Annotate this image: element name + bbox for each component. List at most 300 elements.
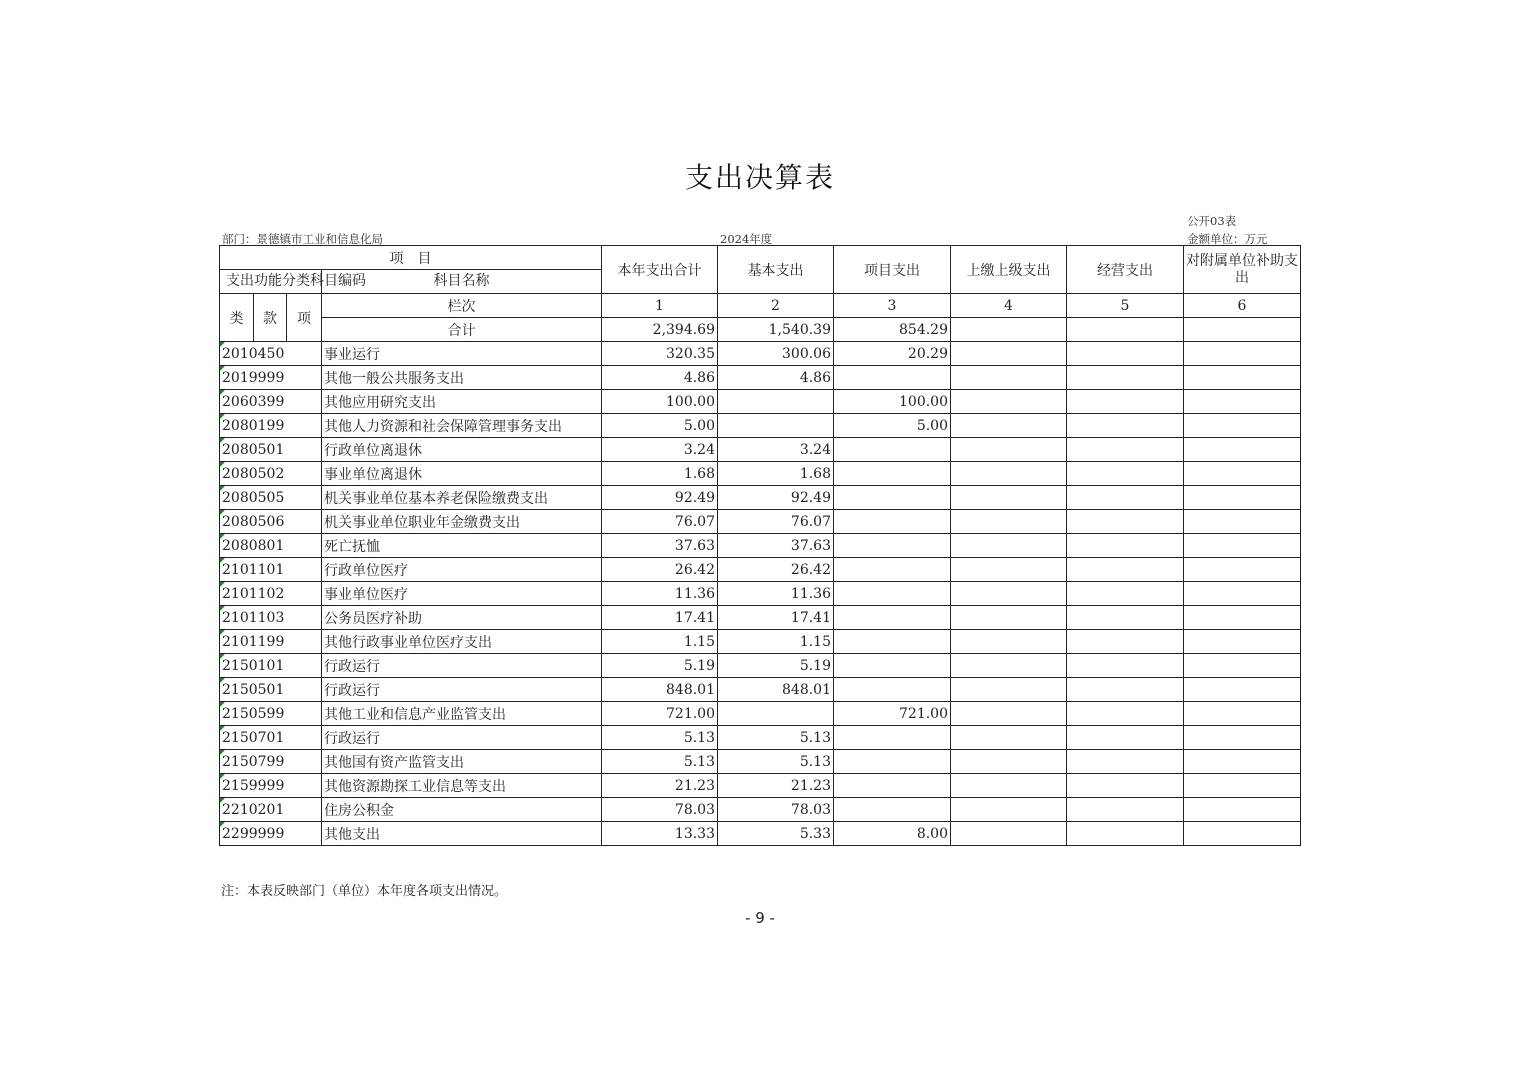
row-subsidy [1184, 654, 1301, 678]
row-upper [951, 486, 1067, 510]
row-code [220, 798, 322, 822]
row-name [322, 510, 602, 534]
header-lei: 类 [220, 294, 254, 342]
col-number-3: 3 [834, 294, 951, 318]
row-total-text: 3.24 [683, 441, 715, 458]
cell-marker-icon [220, 726, 225, 731]
row-upper [951, 534, 1067, 558]
row-total-text: 17.41 [674, 609, 715, 626]
cell-marker-icon [220, 390, 225, 395]
row-business [1067, 630, 1184, 654]
row-project-text: 20.29 [907, 345, 948, 362]
row-basic-text: 5.33 [799, 825, 831, 842]
row-project [834, 630, 951, 654]
row-total-text: 320.35 [666, 345, 715, 362]
cell-marker-icon [220, 822, 225, 827]
row-name [322, 558, 602, 582]
row-upper [951, 606, 1067, 630]
header-code-group: 支出功能分类科目编码 [220, 270, 322, 294]
row-basic-text: 11.36 [790, 585, 831, 602]
row-business [1067, 774, 1184, 798]
row-business [1067, 798, 1184, 822]
row-business [1067, 510, 1184, 534]
row-name-text: 事业单位离退休 [324, 466, 422, 483]
row-code-text: 2150101 [222, 657, 285, 674]
header-project: 项目支出 [834, 246, 951, 294]
row-project-text: 721.00 [899, 705, 948, 722]
row-upper [951, 390, 1067, 414]
row-subsidy [1184, 414, 1301, 438]
row-code-text: 2159999 [222, 777, 285, 794]
total-upper [951, 318, 1067, 342]
cell-marker-icon [220, 510, 225, 515]
row-total [602, 342, 718, 366]
header-subsidy: 对附属单位补助支出 [1184, 246, 1301, 294]
row-name [322, 606, 602, 630]
row-subsidy [1184, 630, 1301, 654]
total-row [220, 318, 1301, 342]
row-total-text: 5.19 [683, 657, 715, 674]
row-total [602, 582, 718, 606]
row-name-text: 行政运行 [324, 730, 380, 747]
row-business [1067, 750, 1184, 774]
row-subsidy [1184, 366, 1301, 390]
row-name-text: 行政单位离退休 [324, 442, 422, 459]
page-number: - 9 - [745, 909, 775, 927]
row-project [834, 702, 951, 726]
row-total-text: 5.13 [683, 729, 715, 746]
row-total-text: 5.13 [683, 753, 715, 770]
row-project [834, 342, 951, 366]
page-title: 支出决算表 [684, 161, 835, 194]
cell-marker-icon [220, 534, 225, 539]
table-row [220, 750, 1301, 774]
row-basic [718, 582, 834, 606]
row-basic-text: 5.13 [799, 729, 831, 746]
row-name [322, 774, 602, 798]
row-name-text: 行政运行 [324, 682, 380, 699]
row-business [1067, 702, 1184, 726]
row-code-text: 2150701 [222, 729, 285, 746]
row-total-text: 13.33 [674, 825, 715, 842]
row-name-text: 其他应用研究支出 [324, 394, 436, 411]
row-upper [951, 630, 1067, 654]
row-total-text: 100.00 [666, 393, 715, 410]
table-row [220, 510, 1301, 534]
row-code [220, 702, 322, 726]
row-business [1067, 390, 1184, 414]
row-subsidy [1184, 750, 1301, 774]
row-name [322, 366, 602, 390]
row-total [602, 534, 718, 558]
row-basic [718, 390, 834, 414]
row-basic [718, 702, 834, 726]
row-business [1067, 534, 1184, 558]
row-name-text: 行政单位医疗 [324, 562, 408, 579]
row-code [220, 606, 322, 630]
row-project [834, 390, 951, 414]
row-basic-text: 300.06 [782, 345, 831, 362]
row-total-text: 92.49 [674, 489, 715, 506]
row-code-text: 2080501 [222, 441, 285, 458]
row-project [834, 606, 951, 630]
table-row [220, 390, 1301, 414]
row-total-text: 21.23 [674, 777, 715, 794]
col-number-1: 1 [602, 294, 718, 318]
row-subsidy [1184, 342, 1301, 366]
row-project [834, 654, 951, 678]
cell-marker-icon [220, 366, 225, 371]
row-basic-text: 17.41 [790, 609, 831, 626]
row-project [834, 582, 951, 606]
total-business [1067, 318, 1184, 342]
cell-marker-icon [220, 486, 225, 491]
cell-marker-icon [220, 438, 225, 443]
row-name-text: 其他行政事业单位医疗支出 [324, 634, 492, 651]
table-row [220, 366, 1301, 390]
row-total-text: 5.00 [683, 417, 715, 434]
row-code-text: 2101102 [222, 585, 285, 602]
row-name-text: 住房公积金 [324, 802, 394, 819]
row-project [834, 678, 951, 702]
department-label: 部门：景德镇市工业和信息化局 [222, 232, 383, 246]
row-code [220, 582, 322, 606]
row-subsidy [1184, 438, 1301, 462]
row-subsidy [1184, 510, 1301, 534]
row-basic [718, 366, 834, 390]
row-basic [718, 774, 834, 798]
row-project [834, 750, 951, 774]
row-name-text: 机关事业单位职业年金缴费支出 [324, 514, 520, 531]
row-subsidy [1184, 774, 1301, 798]
cell-marker-icon [220, 702, 225, 707]
row-basic-text: 76.07 [790, 513, 831, 530]
table-row [220, 654, 1301, 678]
row-name-text: 其他人力资源和社会保障管理事务支出 [324, 418, 562, 435]
row-name-text: 行政运行 [324, 658, 380, 675]
row-subsidy [1184, 606, 1301, 630]
row-name [322, 822, 602, 846]
row-basic [718, 342, 834, 366]
row-code [220, 774, 322, 798]
table-row [220, 678, 1301, 702]
row-code [220, 678, 322, 702]
row-subsidy [1184, 678, 1301, 702]
cell-marker-icon [220, 798, 225, 803]
table-row [220, 462, 1301, 486]
cell-marker-icon [220, 630, 225, 635]
cell-marker-icon [220, 582, 225, 587]
table-row [220, 582, 1301, 606]
table-row [220, 630, 1301, 654]
row-upper [951, 726, 1067, 750]
table-row [220, 414, 1301, 438]
row-basic-text: 21.23 [790, 777, 831, 794]
expenditure-table [219, 245, 1301, 846]
row-code [220, 438, 322, 462]
row-project [834, 798, 951, 822]
row-basic-text: 5.19 [799, 657, 831, 674]
row-basic [718, 726, 834, 750]
row-basic [718, 534, 834, 558]
cell-marker-icon [220, 606, 225, 611]
row-name-text: 其他资源勘探工业信息等支出 [324, 778, 506, 795]
row-upper [951, 702, 1067, 726]
row-basic-text: 5.13 [799, 753, 831, 770]
row-code-text: 2010450 [222, 345, 285, 362]
row-basic [718, 486, 834, 510]
table-row [220, 438, 1301, 462]
header-total: 本年支出合计 [602, 246, 718, 294]
row-total [602, 414, 718, 438]
row-total [602, 558, 718, 582]
total-subsidy [1184, 318, 1301, 342]
row-name [322, 678, 602, 702]
row-business [1067, 366, 1184, 390]
table-row [220, 726, 1301, 750]
row-business [1067, 558, 1184, 582]
row-upper [951, 798, 1067, 822]
row-name-text: 其他支出 [324, 826, 380, 843]
row-upper [951, 510, 1067, 534]
row-project [834, 774, 951, 798]
header-lanci: 栏次 [322, 294, 602, 318]
row-code [220, 534, 322, 558]
table-row [220, 822, 1301, 846]
row-total-text: 37.63 [674, 537, 715, 554]
cell-marker-icon [220, 774, 225, 779]
row-project [834, 510, 951, 534]
row-total [602, 462, 718, 486]
row-name-text: 死亡抚恤 [324, 538, 380, 555]
row-total [602, 630, 718, 654]
header-row-3 [220, 294, 1301, 318]
row-basic [718, 654, 834, 678]
row-code-text: 2210201 [222, 801, 285, 818]
row-business [1067, 654, 1184, 678]
row-basic-text: 92.49 [790, 489, 831, 506]
row-code-text: 2150799 [222, 753, 285, 770]
row-subsidy [1184, 582, 1301, 606]
header-xiang: 项 [287, 294, 322, 342]
row-code [220, 510, 322, 534]
row-name [322, 726, 602, 750]
row-code [220, 462, 322, 486]
row-basic [718, 558, 834, 582]
row-total [602, 750, 718, 774]
table-row [220, 702, 1301, 726]
row-name-text: 事业运行 [324, 346, 380, 363]
row-project [834, 414, 951, 438]
row-basic [718, 822, 834, 846]
row-basic-text: 78.03 [790, 801, 831, 818]
row-code-text: 2080801 [222, 537, 285, 554]
row-name [322, 702, 602, 726]
row-business [1067, 726, 1184, 750]
row-subsidy [1184, 702, 1301, 726]
table-row [220, 606, 1301, 630]
row-subsidy [1184, 486, 1301, 510]
row-total-text: 4.86 [683, 369, 715, 386]
unit-label: 金额单位：万元 [1187, 232, 1268, 246]
row-code-text: 2080506 [222, 513, 285, 530]
header-business: 经营支出 [1067, 246, 1184, 294]
row-upper [951, 342, 1067, 366]
row-code [220, 822, 322, 846]
row-total [602, 774, 718, 798]
row-subsidy [1184, 462, 1301, 486]
row-name-text: 事业单位医疗 [324, 586, 408, 603]
row-project [834, 438, 951, 462]
row-upper [951, 774, 1067, 798]
row-basic [718, 414, 834, 438]
footnote: 注：本表反映部门（单位）本年度各项支出情况。 [221, 884, 508, 899]
row-name [322, 654, 602, 678]
row-name-text: 公务员医疗补助 [324, 610, 422, 627]
header-upper: 上缴上级支出 [951, 246, 1067, 294]
row-upper [951, 414, 1067, 438]
row-code-text: 2150599 [222, 705, 285, 722]
row-total-text: 1.68 [683, 465, 715, 482]
row-name-text: 其他国有资产监管支出 [324, 754, 464, 771]
row-basic-text: 3.24 [799, 441, 831, 458]
row-name [322, 750, 602, 774]
row-basic [718, 438, 834, 462]
row-basic-text: 1.15 [799, 633, 831, 650]
row-upper [951, 582, 1067, 606]
row-code [220, 630, 322, 654]
row-total [602, 606, 718, 630]
row-subsidy [1184, 390, 1301, 414]
row-project [834, 558, 951, 582]
row-total [602, 510, 718, 534]
row-total-text: 1.15 [683, 633, 715, 650]
cell-marker-icon [220, 678, 225, 683]
row-upper [951, 462, 1067, 486]
row-project [834, 486, 951, 510]
row-upper [951, 822, 1067, 846]
row-project-text: 5.00 [916, 417, 948, 434]
row-code-text: 2150501 [222, 681, 285, 698]
col-number-4: 4 [951, 294, 1067, 318]
table-row [220, 798, 1301, 822]
col-number-6: 6 [1184, 294, 1301, 318]
table-row [220, 486, 1301, 510]
year-label: 2024年度 [720, 232, 773, 246]
row-code-text: 2101199 [222, 633, 285, 650]
row-total [602, 822, 718, 846]
row-total [602, 678, 718, 702]
row-total [602, 798, 718, 822]
row-project [834, 366, 951, 390]
row-basic-text: 848.01 [782, 681, 831, 698]
row-basic [718, 606, 834, 630]
table-row [220, 774, 1301, 798]
row-name [322, 342, 602, 366]
row-code [220, 558, 322, 582]
total-label: 合计 [322, 318, 602, 342]
row-total [602, 438, 718, 462]
table-row [220, 342, 1301, 366]
header-basic: 基本支出 [718, 246, 834, 294]
row-project-text: 100.00 [899, 393, 948, 410]
row-project [834, 462, 951, 486]
cell-marker-icon [220, 414, 225, 419]
row-name [322, 534, 602, 558]
row-business [1067, 342, 1184, 366]
header-row-1 [220, 246, 1301, 270]
row-basic-text: 4.86 [799, 369, 831, 386]
row-total-text: 26.42 [674, 561, 715, 578]
table-row [220, 534, 1301, 558]
row-total-text: 11.36 [674, 585, 715, 602]
row-business [1067, 486, 1184, 510]
row-basic-text: 26.42 [790, 561, 831, 578]
row-name [322, 630, 602, 654]
row-total-text: 76.07 [674, 513, 715, 530]
row-code [220, 750, 322, 774]
row-total [602, 366, 718, 390]
row-basic [718, 462, 834, 486]
row-code-text: 2019999 [222, 369, 285, 386]
row-upper [951, 558, 1067, 582]
row-total [602, 702, 718, 726]
row-name [322, 438, 602, 462]
row-total-text: 848.01 [666, 681, 715, 698]
row-code-text: 2080502 [222, 465, 285, 482]
row-business [1067, 462, 1184, 486]
row-name [322, 414, 602, 438]
row-code-text: 2299999 [222, 825, 285, 842]
row-upper [951, 678, 1067, 702]
row-business [1067, 438, 1184, 462]
row-project [834, 534, 951, 558]
row-total [602, 486, 718, 510]
row-basic [718, 630, 834, 654]
row-basic [718, 798, 834, 822]
cell-marker-icon [220, 654, 225, 659]
row-project [834, 822, 951, 846]
row-project-text: 8.00 [916, 825, 948, 842]
header-item: 项 目 [220, 246, 602, 270]
header-kuan: 款 [254, 294, 287, 342]
row-code [220, 726, 322, 750]
row-name-text: 其他工业和信息产业监管支出 [324, 706, 506, 723]
row-code [220, 390, 322, 414]
row-code-text: 2101103 [222, 609, 285, 626]
row-name [322, 462, 602, 486]
col-number-5: 5 [1067, 294, 1184, 318]
row-basic-text: 37.63 [790, 537, 831, 554]
row-business [1067, 678, 1184, 702]
row-upper [951, 438, 1067, 462]
row-total [602, 726, 718, 750]
total-project: 854.29 [834, 318, 951, 342]
row-name-text: 其他一般公共服务支出 [324, 370, 464, 387]
total-basic: 1,540.39 [718, 318, 834, 342]
cell-marker-icon [220, 750, 225, 755]
form-number: 公开03表 [1187, 214, 1237, 228]
row-subsidy [1184, 534, 1301, 558]
row-business [1067, 414, 1184, 438]
row-name-text: 机关事业单位基本养老保险缴费支出 [324, 490, 548, 507]
row-basic [718, 750, 834, 774]
total-total: 2,394.69 [602, 318, 718, 342]
row-name [322, 798, 602, 822]
row-code-text: 2080199 [222, 417, 285, 434]
row-name [322, 390, 602, 414]
row-upper [951, 750, 1067, 774]
